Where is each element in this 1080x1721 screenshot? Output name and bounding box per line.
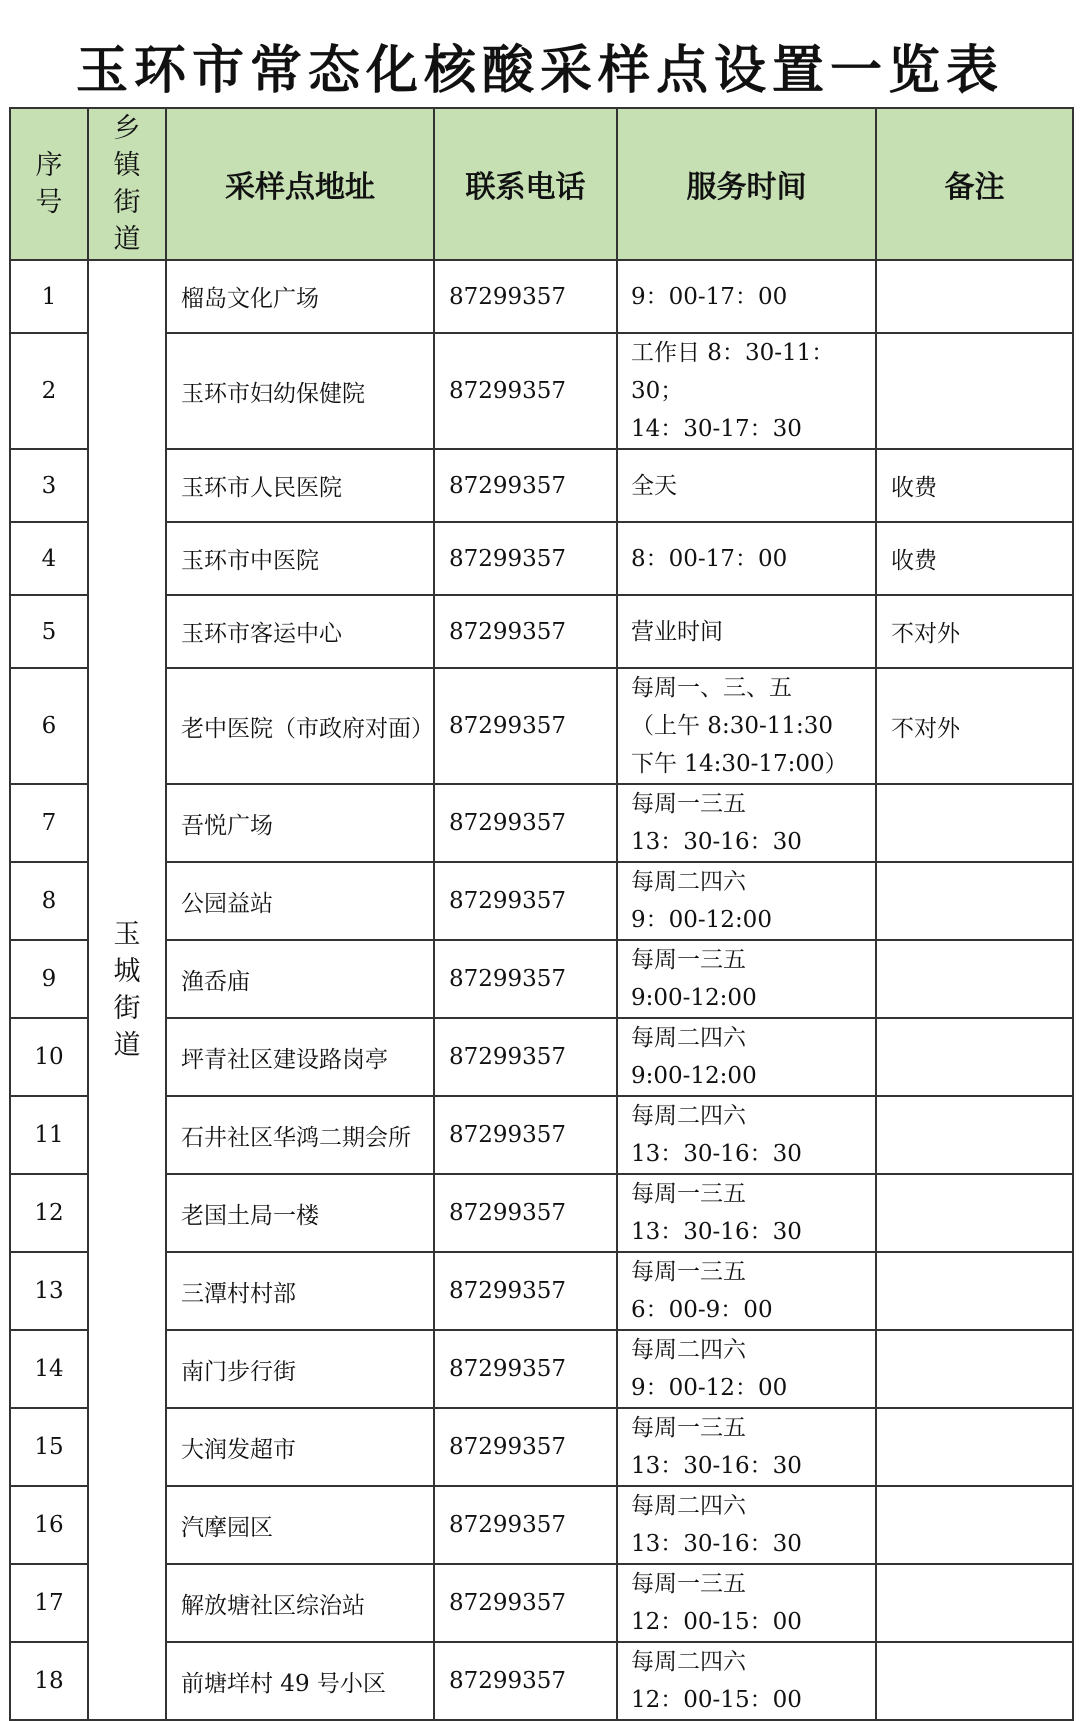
table-row bbox=[10, 1252, 1073, 1330]
note: 不对外 bbox=[876, 595, 1073, 668]
row-number: 11 bbox=[10, 1096, 88, 1174]
note bbox=[876, 940, 1073, 1018]
site-address: 渔岙庙 bbox=[166, 940, 434, 1018]
row-number: 8 bbox=[10, 862, 88, 940]
contact-phone: 87299357 bbox=[434, 260, 617, 333]
contact-phone: 87299357 bbox=[434, 1564, 617, 1642]
note: 不对外 bbox=[876, 668, 1073, 784]
header-row bbox=[10, 108, 1073, 260]
service-hours: 营业时间 bbox=[617, 595, 876, 668]
site-address: 公园益站 bbox=[166, 862, 434, 940]
contact-phone: 87299357 bbox=[434, 862, 617, 940]
table-row bbox=[10, 1330, 1073, 1408]
header-seq: 序 号 bbox=[10, 108, 88, 260]
contact-phone: 87299357 bbox=[434, 1642, 617, 1720]
row-number: 13 bbox=[10, 1252, 88, 1330]
site-address: 解放塘社区综治站 bbox=[166, 1564, 434, 1642]
service-hours: 每周二四六 9：00-12：00 bbox=[617, 1330, 876, 1408]
row-number: 12 bbox=[10, 1174, 88, 1252]
sampling-sites-table bbox=[9, 107, 1074, 1721]
contact-phone: 87299357 bbox=[434, 1096, 617, 1174]
site-address: 老中医院（市政府对面） bbox=[166, 668, 434, 784]
service-hours: 每周二四六 9:00-12:00 bbox=[617, 1018, 876, 1096]
service-hours: 每周一三五 12：00-15：00 bbox=[617, 1564, 876, 1642]
contact-phone: 87299357 bbox=[434, 1174, 617, 1252]
row-number: 4 bbox=[10, 522, 88, 595]
table-row bbox=[10, 1018, 1073, 1096]
contact-phone: 87299357 bbox=[434, 333, 617, 449]
row-number: 16 bbox=[10, 1486, 88, 1564]
table-row bbox=[10, 1096, 1073, 1174]
site-address: 玉环市中医院 bbox=[166, 522, 434, 595]
page-title: 玉环市常态化核酸采样点设置一览表 bbox=[75, 41, 1004, 101]
table-row bbox=[10, 1408, 1073, 1486]
site-address: 南门步行街 bbox=[166, 1330, 434, 1408]
table-row bbox=[10, 522, 1073, 595]
contact-phone: 87299357 bbox=[434, 1486, 617, 1564]
town-name: 玉 城 街 道 bbox=[113, 919, 141, 1061]
contact-phone: 87299357 bbox=[434, 784, 617, 862]
table-row bbox=[10, 1642, 1073, 1720]
note bbox=[876, 1174, 1073, 1252]
contact-phone: 87299357 bbox=[434, 1252, 617, 1330]
contact-phone: 87299357 bbox=[434, 1018, 617, 1096]
table-row bbox=[10, 862, 1073, 940]
header-hours: 服务时间 bbox=[617, 108, 876, 260]
contact-phone: 87299357 bbox=[434, 940, 617, 1018]
note: 收费 bbox=[876, 522, 1073, 595]
note bbox=[876, 1096, 1073, 1174]
row-number: 5 bbox=[10, 595, 88, 668]
site-address: 榴岛文化广场 bbox=[166, 260, 434, 333]
header-phone: 联系电话 bbox=[434, 108, 617, 260]
site-address: 石井社区华鸿二期会所 bbox=[166, 1096, 434, 1174]
site-address: 前塘垟村 49 号小区 bbox=[166, 1642, 434, 1720]
service-hours: 每周一三五 13：30-16：30 bbox=[617, 784, 876, 862]
table-row bbox=[10, 784, 1073, 862]
service-hours: 每周二四六 9：00-12:00 bbox=[617, 862, 876, 940]
row-number: 7 bbox=[10, 784, 88, 862]
service-hours: 8：00-17：00 bbox=[617, 522, 876, 595]
contact-phone: 87299357 bbox=[434, 449, 617, 522]
note bbox=[876, 862, 1073, 940]
row-number: 18 bbox=[10, 1642, 88, 1720]
note bbox=[876, 260, 1073, 333]
header-address: 采样点地址 bbox=[166, 108, 434, 260]
site-address: 玉环市人民医院 bbox=[166, 449, 434, 522]
service-hours: 每周二四六 12：00-15：00 bbox=[617, 1642, 876, 1720]
row-number: 6 bbox=[10, 668, 88, 784]
contact-phone: 87299357 bbox=[434, 1408, 617, 1486]
row-number: 10 bbox=[10, 1018, 88, 1096]
table-row bbox=[10, 940, 1073, 1018]
service-hours: 工作日 8：30-11：30； 14：30-17：30 bbox=[617, 333, 876, 449]
header-note: 备注 bbox=[876, 108, 1073, 260]
service-hours: 每周一三五 13：30-16：30 bbox=[617, 1174, 876, 1252]
note bbox=[876, 333, 1073, 449]
row-number: 3 bbox=[10, 449, 88, 522]
site-address: 玉环市客运中心 bbox=[166, 595, 434, 668]
table-row bbox=[10, 668, 1073, 784]
row-number: 2 bbox=[10, 333, 88, 449]
table-row bbox=[10, 1486, 1073, 1564]
row-number: 15 bbox=[10, 1408, 88, 1486]
town-name-cell bbox=[88, 260, 166, 1720]
note: 收费 bbox=[876, 449, 1073, 522]
note bbox=[876, 1330, 1073, 1408]
note bbox=[876, 1018, 1073, 1096]
table-row bbox=[10, 449, 1073, 522]
header-town: 乡 镇 街 道 bbox=[88, 108, 166, 260]
service-hours: 每周一、三、五 （上午 8:30-11:30 下午 14:30-17:00） bbox=[617, 668, 876, 784]
service-hours: 每周一三五 9:00-12:00 bbox=[617, 940, 876, 1018]
service-hours: 每周一三五 13：30-16：30 bbox=[617, 1408, 876, 1486]
contact-phone: 87299357 bbox=[434, 1330, 617, 1408]
contact-phone: 87299357 bbox=[434, 595, 617, 668]
table-row bbox=[10, 1564, 1073, 1642]
table-row bbox=[10, 260, 1073, 333]
row-number: 14 bbox=[10, 1330, 88, 1408]
site-address: 玉环市妇幼保健院 bbox=[166, 333, 434, 449]
service-hours: 每周二四六 13：30-16：30 bbox=[617, 1486, 876, 1564]
note bbox=[876, 1564, 1073, 1642]
service-hours: 每周二四六 13：30-16：30 bbox=[617, 1096, 876, 1174]
note bbox=[876, 1486, 1073, 1564]
note bbox=[876, 1408, 1073, 1486]
table-row bbox=[10, 1174, 1073, 1252]
note bbox=[876, 1252, 1073, 1330]
site-address: 汽摩园区 bbox=[166, 1486, 434, 1564]
row-number: 1 bbox=[10, 260, 88, 333]
service-hours: 每周一三五 6：00-9：00 bbox=[617, 1252, 876, 1330]
row-number: 17 bbox=[10, 1564, 88, 1642]
site-address: 坪青社区建设路岗亭 bbox=[166, 1018, 434, 1096]
contact-phone: 87299357 bbox=[434, 668, 617, 784]
site-address: 吾悦广场 bbox=[166, 784, 434, 862]
service-hours: 9：00-17：00 bbox=[617, 260, 876, 333]
note bbox=[876, 784, 1073, 862]
service-hours: 全天 bbox=[617, 449, 876, 522]
site-address: 老国土局一楼 bbox=[166, 1174, 434, 1252]
contact-phone: 87299357 bbox=[434, 522, 617, 595]
table-row bbox=[10, 333, 1073, 449]
site-address: 大润发超市 bbox=[166, 1408, 434, 1486]
site-address: 三潭村村部 bbox=[166, 1252, 434, 1330]
note bbox=[876, 1642, 1073, 1720]
table-row bbox=[10, 595, 1073, 668]
row-number: 9 bbox=[10, 940, 88, 1018]
